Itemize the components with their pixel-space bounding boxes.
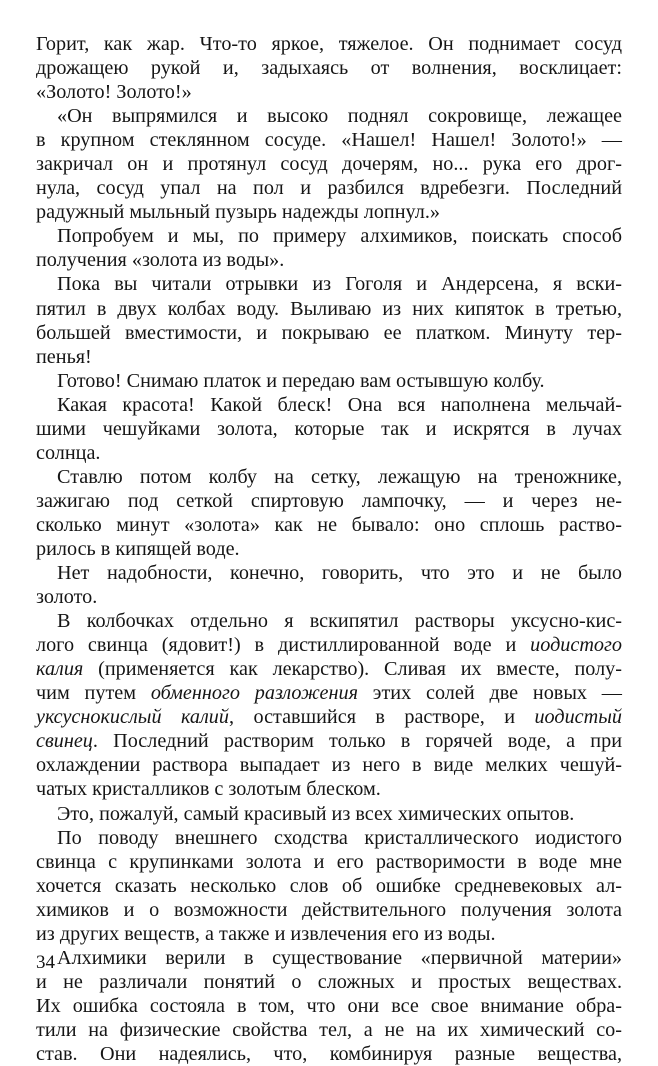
text-line	[36, 297, 622, 321]
text-run: Ставлю потом колбу на сетку, лежащую на треножнике,	[57, 465, 622, 488]
text-line	[36, 1042, 622, 1066]
text-line	[36, 513, 622, 537]
text-run: Какая красота! Какой блеск! Она вся наполнена мельчай-	[57, 393, 622, 416]
page-number: 34	[36, 952, 55, 973]
paragraph	[36, 32, 622, 104]
text-line	[36, 272, 622, 296]
text-line	[36, 128, 622, 152]
paragraph	[36, 609, 622, 801]
text-run: нула, сосуд упал на пол и разбился вдребезги. Последний	[36, 177, 622, 200]
text-run: В колбочках отдельно я вскипятил растворы уксусно-кис-	[57, 610, 622, 633]
text-line	[36, 248, 622, 272]
text-line	[36, 633, 622, 657]
text-run: чатых кристалликов с золотым блеском.	[36, 778, 381, 801]
italic-term: иодистого	[530, 634, 622, 657]
italic-term: обменного разложения	[150, 682, 358, 705]
text-line	[36, 802, 622, 826]
text-run: Это, пожалуй, самый красивый из всех химических опытов.	[57, 802, 575, 825]
text-run: в крупном стеклянном сосуде. «Нашел! Нашел! Золото!» —	[36, 129, 622, 152]
text-line	[36, 321, 622, 345]
text-line	[36, 104, 622, 128]
text-line	[36, 705, 622, 729]
text-run: Горит, как жар. Что-то яркое, тяжелое. Он поднимает сосуд	[36, 33, 622, 55]
text-run: лого свинца (ядовит!) в дистиллированной воде и	[36, 634, 531, 657]
text-run: Алхимики верили в существование «первичной материи»	[57, 946, 622, 969]
text-line	[36, 369, 622, 393]
text-line	[36, 898, 622, 922]
text-run: сколько минут «золота» как не бывало: оно сплошь раство-	[36, 513, 622, 536]
text-run: Попробуем и мы, по примеру алхимиков, поискать способ	[57, 225, 622, 248]
text-run: этих солей две новых —	[357, 682, 622, 705]
text-run: солнца.	[36, 441, 101, 464]
text-run: «Золото! Золото!»	[36, 81, 192, 104]
text-run: пятил в двух колбах воду. Выливаю из них кипяток в третью,	[36, 297, 622, 320]
italic-term: калия	[36, 658, 84, 681]
paragraph	[36, 802, 622, 826]
text-line	[36, 970, 622, 994]
text-run: «Он выпрямился и высоко поднял сокровище, лежащее	[57, 105, 622, 128]
text-run: (применяется как лекарство). Сливая их вместе, полу-	[83, 658, 622, 681]
text-line	[36, 946, 622, 970]
text-run: и не различали понятий о сложных и простых веществах.	[36, 970, 622, 993]
text-run: золото.	[36, 586, 98, 609]
paragraph	[36, 369, 622, 393]
text-run: зажигаю под сеткой спиртовую лампочку, — и через не-	[36, 489, 622, 512]
text-run: химиков и о возможности действительного получения золота	[36, 898, 622, 921]
text-line	[36, 850, 622, 874]
text-line	[36, 80, 622, 104]
text-run: По поводу внешнего сходства кристаллического иодистого	[57, 826, 622, 849]
paragraph	[36, 826, 622, 946]
text-line	[36, 874, 622, 898]
paragraph	[36, 946, 622, 1066]
paragraph	[36, 224, 622, 272]
text-line	[36, 32, 622, 56]
text-line	[36, 417, 622, 441]
text-run: дрожащею рукой и, задыхаясь от волнения, восклицает:	[36, 57, 622, 80]
text-line	[36, 777, 622, 801]
text-run: Пока вы читали отрывки из Гоголя и Андерсена, я вски-	[57, 273, 622, 296]
text-run: свинца с крупинками золота и его растворимости в воде мне	[36, 850, 622, 873]
text-line	[36, 657, 622, 681]
text-line	[36, 489, 622, 513]
text-line	[36, 152, 622, 176]
text-line	[36, 345, 622, 369]
text-line	[36, 681, 622, 705]
text-run: большей вместимости, и покрываю ее платком. Минуту тер-	[36, 321, 622, 344]
text-line	[36, 465, 622, 489]
text-run: шими чешуйками золота, которые так и искрятся в лучах	[36, 417, 622, 440]
text-run: став. Они надеялись, что, комбинируя разные вещества,	[36, 1042, 622, 1065]
paragraph	[36, 393, 622, 465]
text-line	[36, 922, 622, 946]
text-run: охлаждении раствора выпадает из него в виде мелких чешуй-	[36, 754, 622, 777]
text-run: радужный мыльный пузырь надежды лопнул.»	[36, 201, 440, 224]
text-line	[36, 994, 622, 1018]
text-line	[36, 729, 622, 753]
italic-term: свинец	[36, 730, 93, 753]
italic-term: уксуснокислый калий	[36, 706, 229, 729]
text-line	[36, 826, 622, 850]
text-run: закричал он и протянул сосуд дочерям, но... рука его дрог-	[36, 153, 622, 176]
text-run: Нет надобности, конечно, говорить, что это и не было	[57, 562, 622, 585]
text-run: пенья!	[36, 345, 92, 368]
text-run: , оставшийся в растворе, и	[229, 706, 535, 729]
text-line	[36, 200, 622, 224]
text-line	[36, 561, 622, 585]
text-run: . Последний растворим только в горячей воде, а при	[92, 730, 622, 753]
text-line	[36, 56, 622, 80]
text-run: хочется сказать несколько слов об ошибке средневековых ал-	[36, 874, 622, 897]
text-run: получения «золота из воды».	[36, 249, 285, 272]
text-line	[36, 585, 622, 609]
body-text	[36, 32, 622, 1066]
text-run: рилось в кипящей воде.	[36, 537, 240, 560]
text-run: Готово! Снимаю платок и передаю вам остывшую колбу.	[57, 369, 545, 392]
paragraph	[36, 104, 622, 224]
text-line	[36, 609, 622, 633]
text-line	[36, 224, 622, 248]
text-line	[36, 441, 622, 465]
paragraph	[36, 561, 622, 609]
text-run: тили на физические свойства тел, а не на их химический со-	[36, 1018, 622, 1041]
text-line	[36, 537, 622, 561]
text-run: чим путем	[36, 682, 151, 705]
italic-term: иодистый	[534, 706, 622, 729]
paragraph	[36, 465, 622, 561]
text-run: из других веществ, а также и извлечения его из воды.	[36, 922, 496, 945]
paragraph	[36, 272, 622, 368]
text-line	[36, 393, 622, 417]
text-line	[36, 176, 622, 200]
text-run: Их ошибка состояла в том, что они все свое внимание обра-	[36, 994, 622, 1017]
text-line	[36, 753, 622, 777]
text-line	[36, 1018, 622, 1042]
